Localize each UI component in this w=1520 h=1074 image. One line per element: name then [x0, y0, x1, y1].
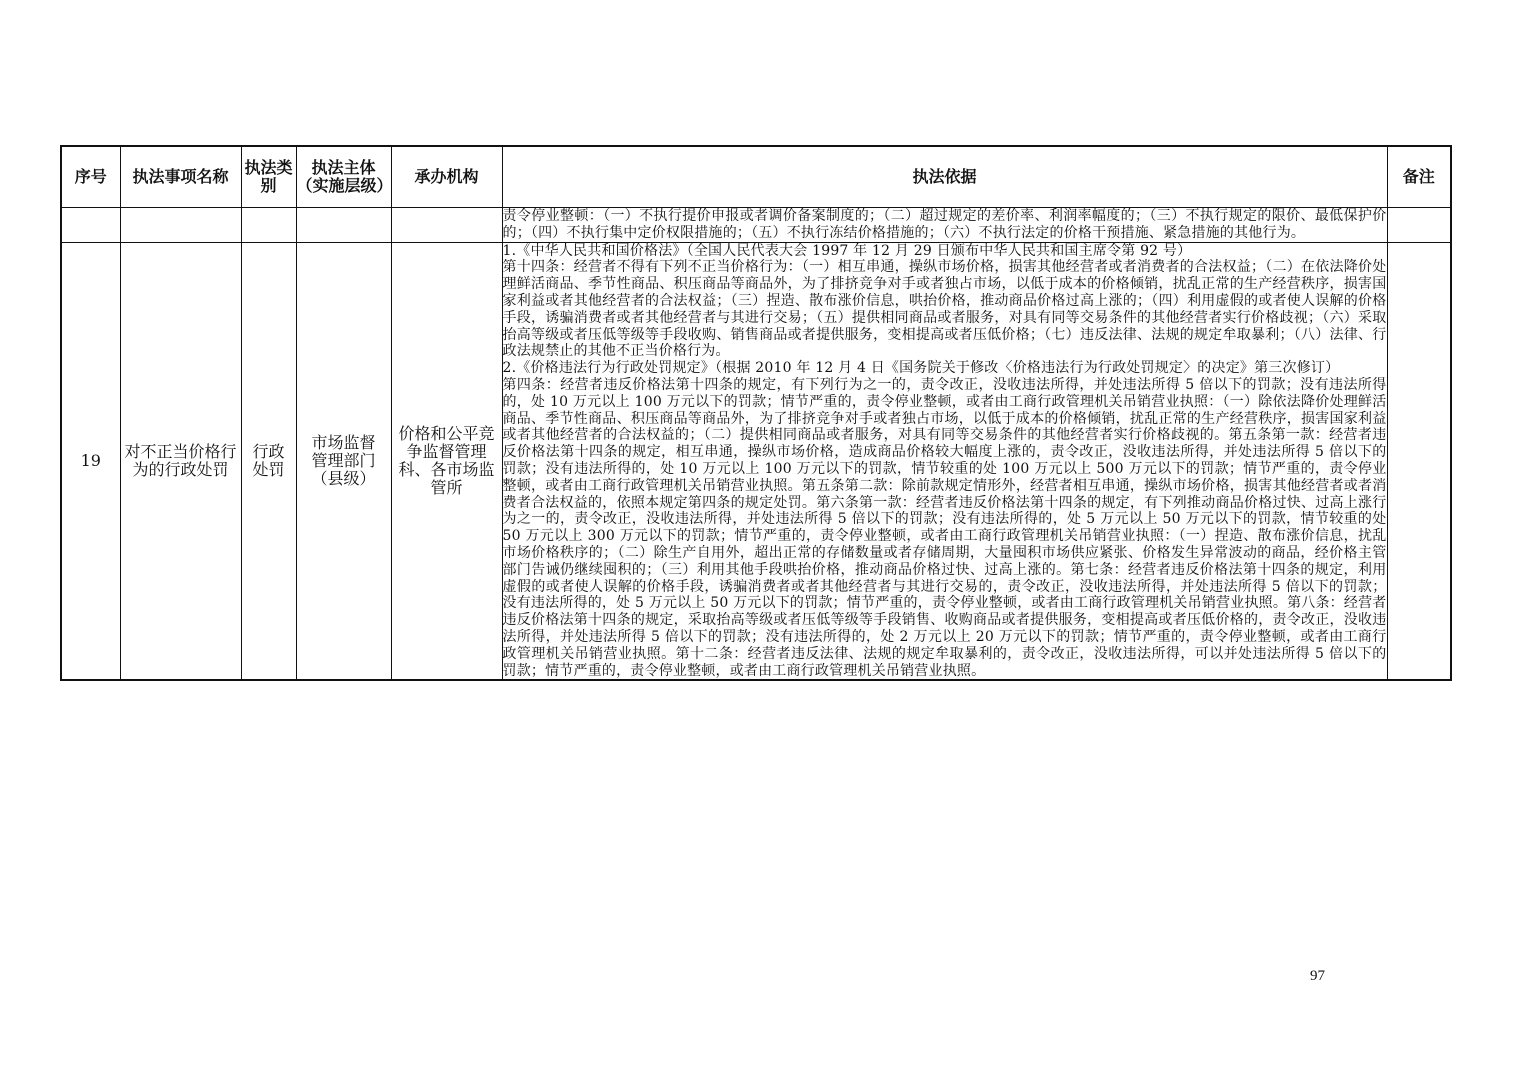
- cell-seq: 19: [61, 242, 120, 680]
- basis-paragraph: 第四条：经营者违反价格法第十四条的规定，有下列行为之一的，责令改正，没收违法所得，并处违法所得 5 倍以下的罚款；没有违法所得的，处 10 万元以上 100 万元以下的罚款；情节严重的，责令停业整顿，或者由工商行政管理机关吊销营业执照：（一）除依法降价处理鲜活商品、季节性商品、积压商品等商品外，为了排挤竞争对手或者独占市场，以低于成本的价格倾销，扰乱正常的生产经营秩序，损害国家利益或者其他经营者的合法权益的；（二）提供相同商品或者服务，对具有同等交易条件的其他经营者实行价格歧视的。第五条第一款：经营者违反价格法第十四条的规定，相互串通，操纵市场价格，造成商品价格较大幅度上涨的，责令改正，没收违法所得，并处违法所得 5 倍以下的罚款；没有违法所得的，处 10 万元以上 100 万元以下的罚款，情节较重的处 100 万元以上 500 万元以下的罚款；情节严重的，责令停业整顿，或者由工商行政管理机关吊销营业执照。第五条第二款：除前款规定情形外，经营者相互串通，操纵市场价格，损害其他经营者或者消费者合法权益的，依照本规定第四条的规定处罚。第六条第一款：经营者违反价格法第十四条的规定，有下列推动商品价格过快、过高上涨行为之一的，责令改正，没收违法所得，并处违法所得 5 倍以下的罚款；没有违法所得的，处 5 万元以上 50 万元以下的罚款，情节较重的处 50 万元以上 300 万元以下的罚款；情节严重的，责令停业整顿，或者由工商行政管理机关吊销营业执照：（一）捏造、散布涨价信息，扰乱市场价格秩序的；（二）除生产自用外，超出正常的存储数量或者存储周期，大量囤积市场供应紧张、价格发生异常波动的商品，经价格主管部门告诫仍继续囤积的；（三）利用其他手段哄抬价格，推动商品价格过快、过高上涨的。第七条：经营者违反价格法第十四条的规定，利用虚假的或者使人误解的价格手段，诱骗消费者或者其他经营者与其进行交易的，责令改正，没收违法所得，并处违法所得 5 倍以下的罚款；没有违法所得的，处 5 万元以上 50 万元以下的罚款；情节严重的，责令停业整顿，或者由工商行政管理机关吊销营业执照。第八条：经营者违反价格法第十四条的规定，采取抬高等级或者压低等级等手段销售、收购商品或者提供服务，变相提高或者压低价格的，责令改正，没收违法所得，并处违法所得 5 倍以下的罚款；没有违法所得的，处 2 万元以上 20 万元以下的罚款；情节严重的，责令停业整顿，或者由工商行政管理机关吊销营业执照。第十二条：经营者违反法律、法规的规定牟取暴利的，责令改正，没收违法所得，可以并处违法所得 5 倍以下的罚款；情节严重的，责令停业整顿，或者由工商行政管理机关吊销营业执照。: [502, 376, 1387, 679]
- header-item-name: 执法事项名称: [120, 146, 241, 208]
- table-row: [61, 208, 1451, 243]
- cell-item-name: 对不正当价格行为的行政处罚: [120, 242, 241, 680]
- basis-paragraph: 1.《中华人民共和国价格法》（全国人民代表大会 1997 年 12 月 29 日颁布中华人民共和国主席令第 92 号）: [502, 242, 1192, 259]
- cell-seq-empty: [61, 208, 120, 243]
- law-enforcement-table: [60, 145, 1452, 681]
- header-basis: 执法依据: [502, 146, 1387, 208]
- basis-paragraph: 第十四条：经营者不得有下列不正当价格行为：（一）相互串通，操纵市场价格，损害其他经营者或者消费者的合法权益；（二）在依法降价处理鲜活商品、季节性商品、积压商品等商品外，为了排挤竞争对手或者独占市场，以低于成本的价格倾销，扰乱正常的生产经营秩序，损害国家利益或者其他经营者的合法权益；（三）捏造、散布涨价信息，哄抬价格，推动商品价格过高上涨的；（四）利用虚假的或者使人误解的价格手段，诱骗消费者或者其他经营者与其进行交易；（五）提供相同商品或者服务，对具有同等交易条件的其他经营者实行价格歧视；（六）采取抬高等级或者压低等级等手段收购、销售商品或者提供服务，变相提高或者压低价格；（七）违反法律、法规的规定牟取暴利；（八）法律、行政法规禁止的其他不正当价格行为。: [502, 259, 1387, 360]
- cell-basis-continuation: 责令停业整顿：（一）不执行提价申报或者调价备案制度的；（二）超过规定的差价率、利润率幅度的；（三）不执行规定的限价、最低保护价的；（四）不执行集中定价权限措施的；（五）不执行冻结价格措施的；（六）不执行法定的价格干预措施、紧急措施的其他行为。: [502, 208, 1387, 241]
- cell-category: 行政处罚: [241, 242, 296, 680]
- cell-subject: 市场监督管理部门（县级）: [296, 242, 391, 680]
- page-number: 97: [1310, 968, 1325, 984]
- cell-basis: [502, 242, 1387, 680]
- header-remarks: 备注: [1387, 146, 1451, 208]
- header-seq: 序号: [61, 146, 120, 208]
- cell-remarks: [1387, 242, 1451, 680]
- basis-paragraph: 2.《价格违法行为行政处罚规定》（根据 2010 年 12 月 4 日《国务院关于修改〈价格违法行为行政处罚规定〉的决定》第三次修订）: [502, 360, 1340, 377]
- header-row: [61, 146, 1451, 208]
- header-subject: 执法主体（实施层级）: [296, 146, 391, 208]
- header-category: 执法类别: [241, 146, 296, 208]
- cell-subject-empty: [296, 208, 391, 243]
- cell-item-name-empty: [120, 208, 241, 243]
- cell-agency-empty: [391, 208, 502, 243]
- table-row: [61, 242, 1451, 680]
- cell-category-empty: [241, 208, 296, 243]
- header-agency: 承办机构: [391, 146, 502, 208]
- cell-remarks-empty: [1387, 208, 1451, 243]
- cell-agency: 价格和公平竞争监督管理科、各市场监管所: [391, 242, 502, 680]
